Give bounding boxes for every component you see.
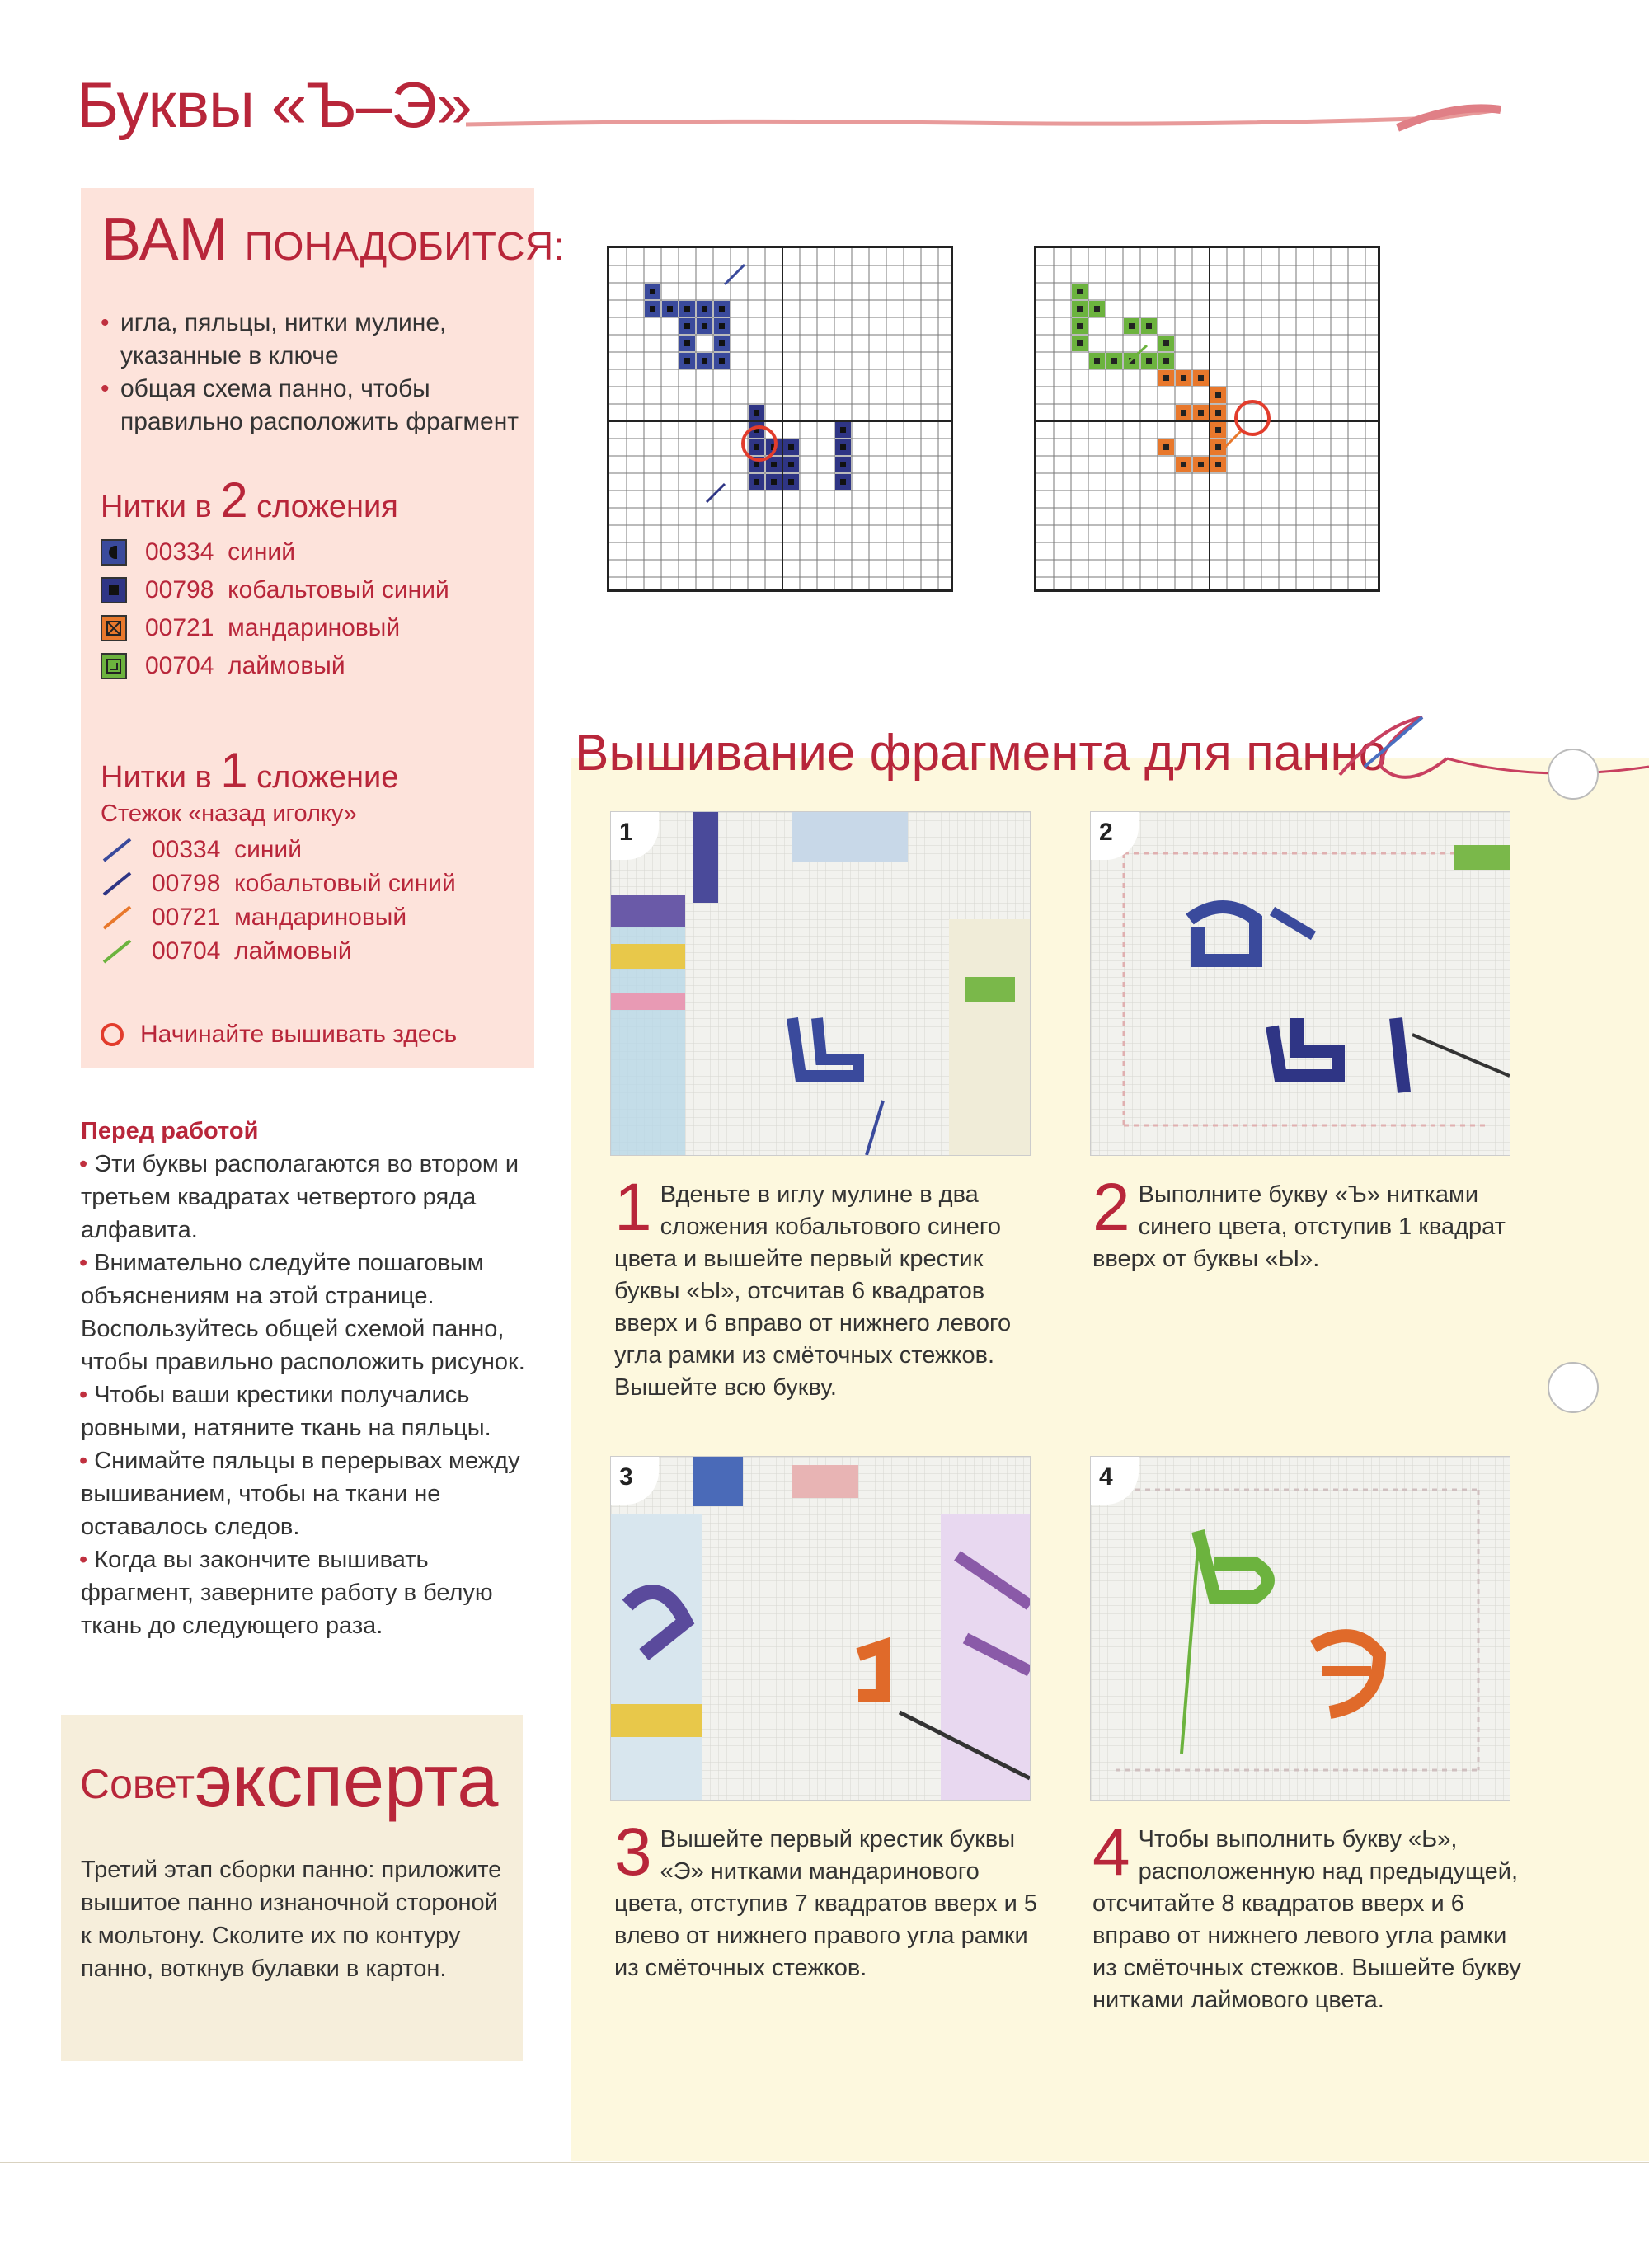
list-item: • Внимательно следуйте пошаговым объяснениям на этой странице. Воспользуйтесь общей схемой панно, чтобы правильно расположить рисунок. bbox=[79, 1250, 525, 1375]
threads-1-strand bbox=[101, 742, 457, 1054]
backstitch-key-row: 00798 кобальтовый синий bbox=[101, 866, 457, 900]
step-1-text: 1 Вденьте в иглу мулине в два сложения кобальтового синего цвета и вышейте первый крестик буквы «Ы», отсчитав 6 квадратов вверх и 6 вправо от нижнего левого угла рамки из смёточных стежков. Вышейте всю букву. bbox=[614, 1170, 1012, 1401]
step-1-photo bbox=[610, 811, 1031, 1156]
start-marker-key: Начинайте вышивать здесь bbox=[101, 1016, 457, 1054]
start-ring-icon bbox=[1236, 401, 1269, 434]
thread-decoration bbox=[1332, 709, 1649, 800]
start-ring-icon bbox=[101, 1023, 124, 1046]
threads-1-heading: Нитки в 1 сложение bbox=[101, 743, 399, 798]
crossed-box-icon bbox=[101, 615, 127, 641]
backstitch-line-icon bbox=[101, 870, 134, 898]
backstitch-line-icon bbox=[101, 937, 134, 965]
step-2-photo bbox=[1090, 811, 1510, 1156]
step-4-text: 4 Чтобы выполнить букву «Ь», расположенную над предыдущей, отсчитайте 8 квадратов вверх и 6 вправо от нижнего левого угла рамки из смёточных стежков. Вышейте букву нитками лаймового цвета. bbox=[1092, 1815, 1521, 2013]
backstitch-key-row: 00721 мандариновый bbox=[101, 900, 457, 934]
thread-key-row: 00704 лаймовый bbox=[101, 647, 449, 685]
binder-hole bbox=[1548, 749, 1599, 800]
list-item: • Когда вы закончите вышивать фрагмент, заверните работу в белую ткань до следующего раза. bbox=[79, 1547, 493, 1639]
step-number: 2 bbox=[1092, 1170, 1130, 1245]
section-title: Вышивание фрагмента для панно bbox=[575, 725, 1388, 782]
embroidery-photo-2 bbox=[1091, 812, 1510, 1155]
list-item: • Эти буквы располагаются во втором и третьем квадратах четвертого ряда алфавита. bbox=[79, 1151, 519, 1243]
threads-2-heading: Нитки в 2 сложения bbox=[101, 472, 398, 528]
step-number: 4 bbox=[1092, 1815, 1130, 1890]
backstitch-key-row: 00704 лаймовый bbox=[101, 934, 457, 968]
step-4-photo bbox=[1090, 1456, 1510, 1801]
step-number-badge: 1 bbox=[611, 812, 659, 860]
thread-key-row: 00334 синий bbox=[101, 533, 449, 571]
materials-heading: ВАМ ПОНАДОБИТСЯ: bbox=[101, 207, 565, 273]
expert-tip-heading: Советэксперта bbox=[80, 1740, 499, 1823]
step-number-badge: 2 bbox=[1091, 812, 1139, 860]
half-circle-icon bbox=[101, 539, 127, 566]
step-number-badge: 4 bbox=[1091, 1457, 1139, 1505]
embroidery-photo-4 bbox=[1091, 1457, 1510, 1800]
square-dot-icon bbox=[101, 577, 127, 603]
stitch-type: Стежок «назад иголку» bbox=[101, 801, 357, 827]
backstitch-line-icon bbox=[101, 904, 134, 932]
thread-decoration bbox=[466, 103, 1501, 141]
cross-stitch-chart-blue bbox=[607, 246, 953, 592]
backstitch-line-icon bbox=[101, 836, 134, 864]
embroidery-photo-3 bbox=[611, 1457, 1030, 1800]
corner-box-icon bbox=[101, 653, 127, 679]
step-3-photo bbox=[610, 1456, 1031, 1801]
step-2-text: 2 Выполните букву «Ъ» нитками синего цвета, отступив 1 квадрат вверх от буквы «Ы». bbox=[1092, 1170, 1506, 1272]
step-number: 1 bbox=[614, 1170, 652, 1245]
materials-list bbox=[101, 307, 549, 439]
thread-key-row: 00798 кобальтовый синий bbox=[101, 571, 449, 609]
step-3-text: 3 Вышейте первый крестик буквы «Э» нитками мандаринового цвета, отступив 7 квадратов вверх и 5 влево от нижнего правого угла рамки из смёточных стежков. bbox=[614, 1815, 1038, 1981]
backstitch-key-row: 00334 синий bbox=[101, 833, 457, 866]
list-item: • игла, пяльцы, нитки мулине, указанные в ключе bbox=[101, 307, 549, 373]
page-bottom-divider bbox=[0, 2162, 1649, 2163]
step-number-badge: 3 bbox=[611, 1457, 659, 1505]
before-work-list bbox=[81, 1148, 526, 1642]
list-item: • Чтобы ваши крестики получались ровными, натяните ткань на пяльцы. bbox=[79, 1382, 491, 1441]
binder-hole bbox=[1548, 1362, 1599, 1413]
thread-key-row: 00721 мандариновый bbox=[101, 609, 449, 647]
page-title: Буквы «Ъ–Э» bbox=[77, 68, 472, 141]
cross-stitch-chart-green-orange bbox=[1034, 246, 1380, 592]
threads-2-strands bbox=[101, 472, 449, 685]
before-work-heading: Перед работой bbox=[81, 1118, 259, 1144]
list-item: • Снимайте пяльцы в перерывах между вышиванием, чтобы на ткани не оставалось следов. bbox=[79, 1448, 520, 1540]
expert-tip-text: Третий этап сборки панно: приложите вышитое панно изнаночной стороной к мольтону. Сколите их по контуру панно, воткнув булавки в картон. bbox=[81, 1857, 502, 1982]
step-number: 3 bbox=[614, 1815, 652, 1890]
list-item: • общая схема панно, чтобы правильно расположить фрагмент bbox=[101, 373, 549, 439]
embroidery-photo-1 bbox=[611, 812, 1030, 1155]
